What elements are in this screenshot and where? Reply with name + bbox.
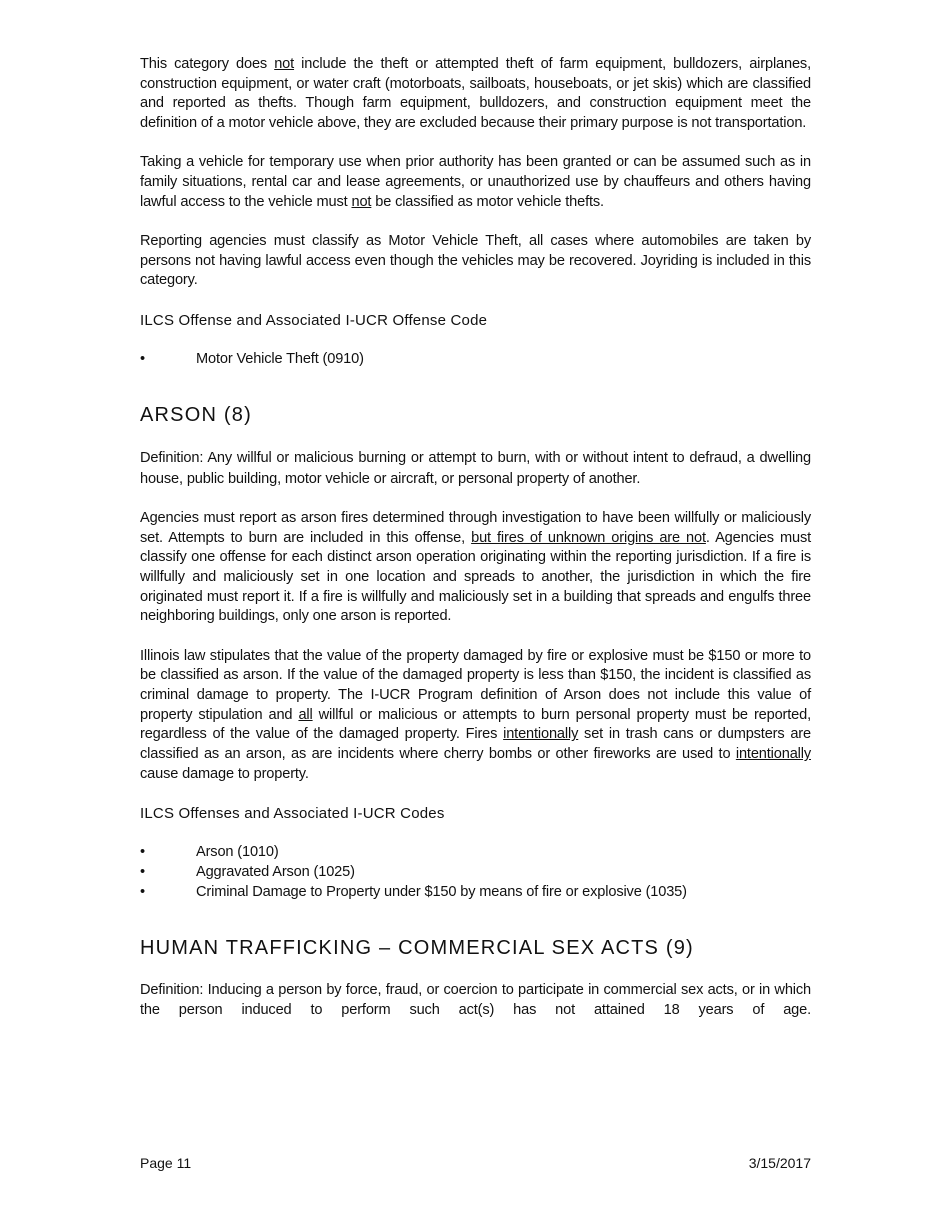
emphasis-intentionally: intentionally	[503, 726, 579, 743]
mvt-code-list	[140, 350, 811, 370]
trafficking-definition: Definition: Inducing a person by force, fraud, or coercion to participate in commercial sex acts, or in which the person induced to perform such act(s) has not attained 18 years of age.	[140, 982, 811, 1019]
bullet-glyph: •	[140, 883, 145, 900]
list-item: • Arson (1010)	[140, 843, 811, 863]
list-item: • Aggravated Arson (1025)	[140, 863, 811, 883]
bullet-glyph: •	[140, 350, 145, 367]
arson-code-list	[140, 843, 811, 902]
bullet-glyph: •	[140, 863, 145, 880]
document-date: 3/15/2017	[748, 1155, 811, 1171]
page-content	[140, 55, 811, 1021]
emphasis-intentionally: intentionally	[735, 746, 811, 763]
arson-reporting-paragraph: Agencies must report as arson fires determined through investigation to have been willfully or maliciously set. Attempts to burn are included in this offense, but fires of unknown origins are not. Agencies must classify one offense for each distinct arson operation originating within the reporting jurisdiction. If a fire is willfully and maliciously set in one location and spreads to another, the jurisdiction in which the fire originated must report it. If a fire is willfully and maliciously set in a building that spreads and engulfs three neighboring buildings, only one arson is reported.	[140, 509, 812, 625]
emphasis-not: not	[351, 193, 372, 210]
mvt-joyriding-paragraph: Reporting agencies must classify as Motor Vehicle Theft, all cases where automobiles are taken by persons not having lawful access even though the vehicles may be recovered. Joyriding is included in this category.	[140, 232, 811, 289]
mvt-exclusions-paragraph: This category does not include the theft or attempted theft of farm equipment, bulldozers, airplanes, construction equipment, or water craft (motorboats, sailboats, houseboats, or jet skis) which are classified and reported as thefts. Though farm equipment, bulldozers, and construction equipment meet the definition of a motor vehicle above, they are excluded because their primary purpose is not transportation.	[140, 56, 811, 132]
page-number: Page 11	[140, 1155, 192, 1171]
emphasis-not: not	[274, 56, 295, 72]
emphasis-all: all	[298, 706, 313, 723]
arson-codes-subheading: ILCS Offenses and Associated I-UCR Codes	[140, 805, 445, 823]
arson-heading: ARSON (8)	[140, 404, 252, 427]
mvt-temporary-use-paragraph: Taking a vehicle for temporary use when prior authority has been granted or can be assumed such as in family situations, rental car and lease agreements, or unauthorized use by chauffeurs and others having lawful access to the vehicle must not be classified as motor vehicle thefts.	[140, 154, 811, 210]
arson-value-paragraph: Illinois law stipulates that the value of the property damaged by fire or explosive must be $150 or more to be classified as arson. If the value of the damaged property is less than $150, the incident is classified as criminal damage to property. The I-UCR Program definition of Arson does not include this value of property stipulation and all willful or malicious or attempts to burn personal property must be reported, regardless of the value of the damaged property. Fires intentionally set in trash cans or dumpsters are classified as an arson, as are incidents where cherry bombs or other fireworks are used to intentionally cause damage to property.	[140, 647, 812, 782]
list-item: • Motor Vehicle Theft (0910)	[140, 350, 811, 370]
trafficking-heading: HUMAN TRAFFICKING – COMMERCIAL SEX ACTS (9)	[140, 937, 694, 960]
arson-definition: Definition: Any willful or malicious burning or attempt to burn, with or without intent to defraud, a dwelling house, public building, motor vehicle or aircraft, or personal property of another.	[140, 450, 811, 487]
emphasis-unknown-origins: but fires of unknown origins are not	[471, 529, 706, 546]
list-item: • Criminal Damage to Property under $150 by means of fire or explosive (1035)	[140, 883, 811, 903]
bullet-glyph: •	[140, 844, 145, 861]
mvt-codes-subheading: ILCS Offense and Associated I-UCR Offense Code	[140, 311, 488, 329]
